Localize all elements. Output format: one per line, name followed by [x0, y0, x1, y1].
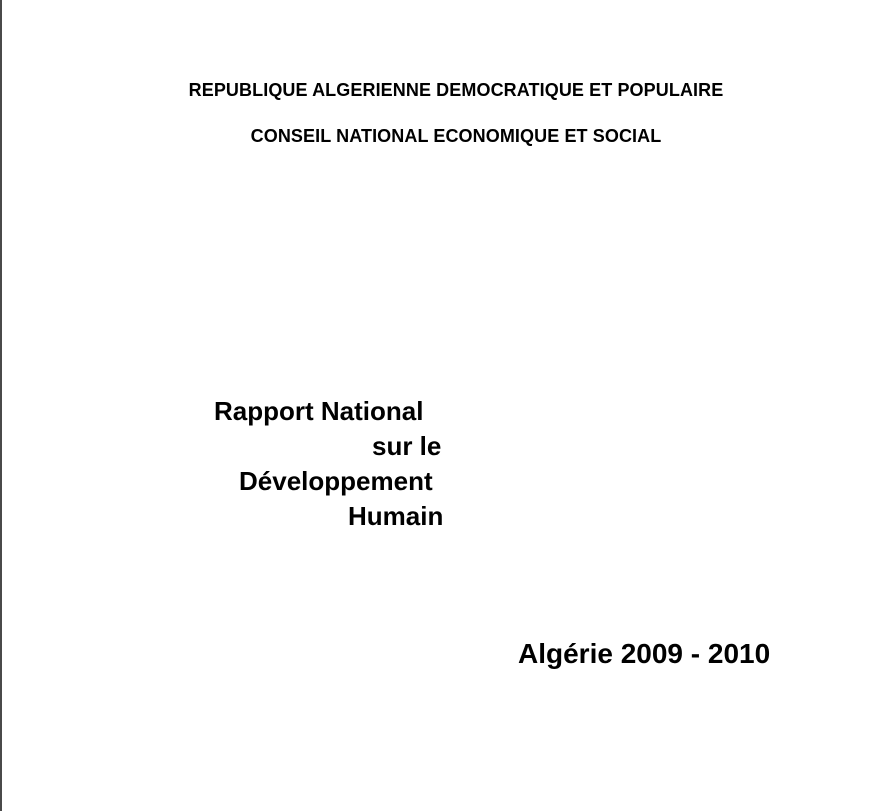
title-line-3: Développement: [239, 466, 433, 496]
title-line-4: Humain: [348, 501, 444, 531]
document-page: [2, 0, 892, 811]
title-line-2: sur le: [372, 431, 442, 461]
title-line-1: Rapport National: [214, 396, 424, 426]
edition-year: Algérie 2009 - 2010: [518, 638, 771, 669]
header-council: CONSEIL NATIONAL ECONOMIQUE ET SOCIAL: [250, 126, 662, 146]
header-republic: REPUBLIQUE ALGERIENNE DEMOCRATIQUE ET POPULAIRE: [188, 80, 724, 100]
